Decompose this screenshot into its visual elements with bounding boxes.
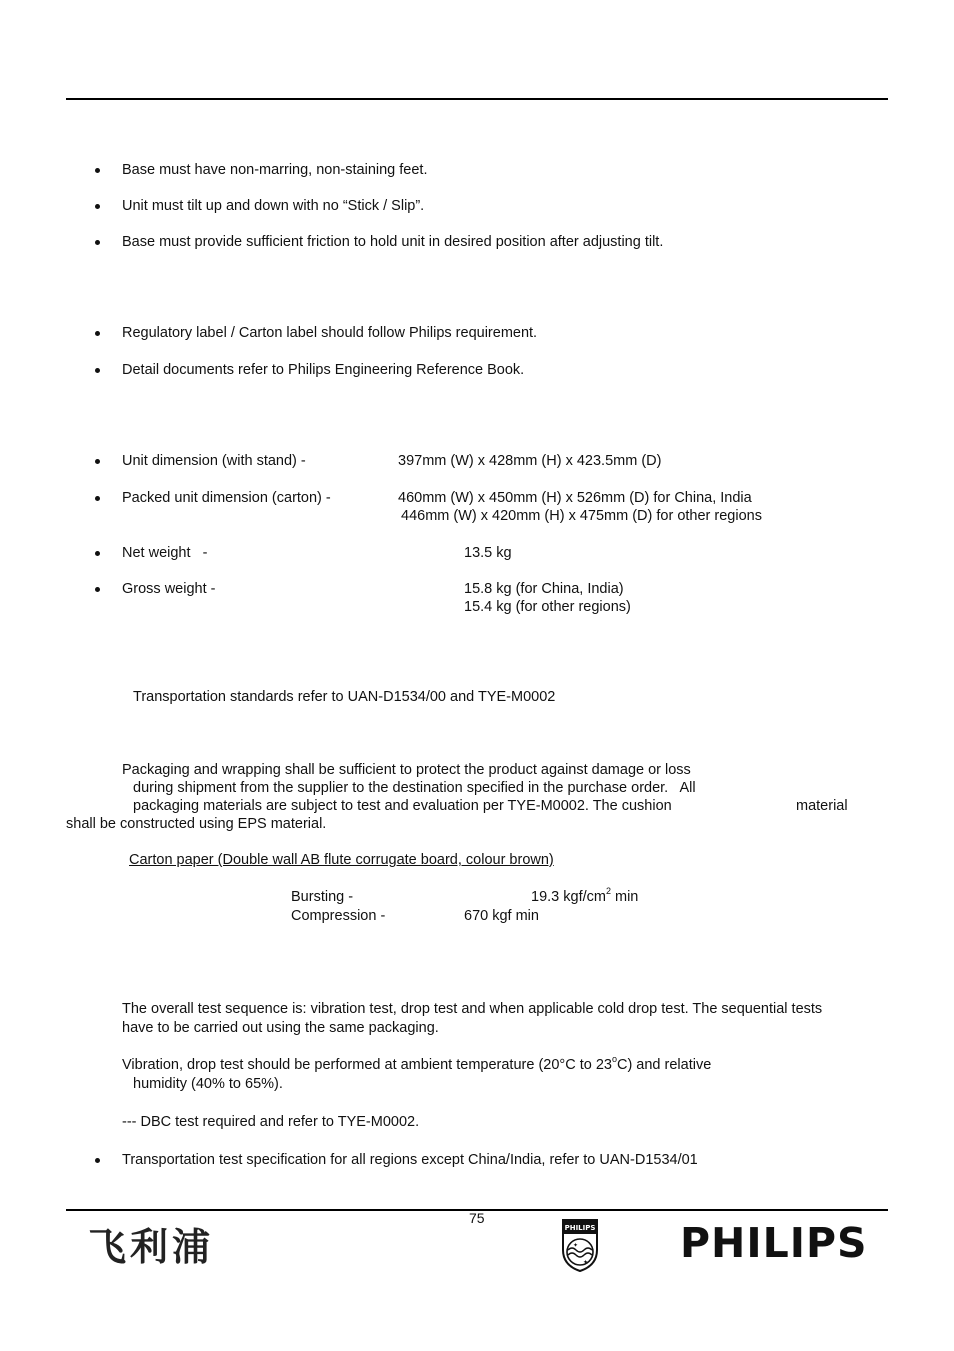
philips-wordmark: PHILIPS xyxy=(680,1219,868,1267)
vibration-line-2: humidity (40% to 65%). xyxy=(133,1076,283,1092)
test-sequence-line-2: have to be carried out using the same packaging. xyxy=(122,1020,439,1036)
bullet-marker xyxy=(95,587,100,592)
gross-weight-value-1: 15.8 kg (for China, India) xyxy=(464,581,624,597)
packaging-line-3-end: material xyxy=(796,798,848,814)
packed-dimension-value-2: 446mm (W) x 420mm (H) x 475mm (D) for other regions xyxy=(401,508,762,524)
packaging-line-3: packaging materials are subject to test and evaluation per TYE-M0002. The cushion xyxy=(133,798,672,814)
svg-text:✦: ✦ xyxy=(583,1259,589,1266)
philips-shield-icon xyxy=(561,1218,599,1272)
bursting-number: 19.3 kgf/cm xyxy=(531,889,606,905)
packaging-line-1: Packaging and wrapping shall be sufficient to protect the product against damage or loss xyxy=(122,762,691,778)
gross-weight-label: Gross weight - xyxy=(122,581,216,597)
bullet-marker xyxy=(95,368,100,373)
bursting-value xyxy=(531,888,638,906)
vibration-text-b: C) and relative xyxy=(616,1057,712,1073)
base-bullet-1: Base must have non-marring, non-staining feet. xyxy=(122,162,428,178)
net-weight-value: 13.5 kg xyxy=(464,545,512,561)
page-number: 75 xyxy=(469,1210,485,1226)
packaging-line-2: during shipment from the supplier to the destination specified in the purchase order. All xyxy=(133,780,696,796)
packed-dimension-label: Packed unit dimension (carton) - xyxy=(122,490,331,506)
dbc-note: --- DBC test required and refer to TYE-M0002. xyxy=(122,1114,420,1130)
bullet-marker xyxy=(95,459,100,464)
header-rule xyxy=(66,98,888,100)
unit-dimension-label: Unit dimension (with stand) - xyxy=(122,453,306,469)
svg-text:✦: ✦ xyxy=(573,1242,579,1249)
transport-standards: Transportation standards refer to UAN-D1534/00 and TYE-M0002 xyxy=(133,689,556,705)
degree-superscript: o xyxy=(611,1054,617,1065)
svg-text:飞利浦: 飞利浦 xyxy=(88,1226,215,1266)
bullet-marker xyxy=(95,204,100,209)
packaging-line-4: shall be constructed using EPS material. xyxy=(66,816,327,832)
test-sequence-line-1: The overall test sequence is: vibration test, drop test and when applicable cold drop test. The sequential tests xyxy=(122,1001,823,1017)
base-bullet-2: Unit must tilt up and down with no “Stick / Slip”. xyxy=(122,198,425,214)
compression-value: 670 kgf min xyxy=(464,908,539,924)
unit-dimension-value: 397mm (W) x 428mm (H) x 423.5mm (D) xyxy=(398,453,662,469)
bursting-suffix: min xyxy=(610,889,639,905)
spec-bullet: Transportation test specification for all regions except China/India, refer to UAN-D1534/01 xyxy=(122,1152,698,1168)
bullet-marker xyxy=(95,496,100,501)
carton-heading: Carton paper (Double wall AB flute corrugate board, colour brown) xyxy=(129,852,554,868)
vibration-text-a: Vibration, drop test should be performed at ambient temperature (20°C to 23 xyxy=(122,1057,612,1073)
base-bullet-3: Base must provide sufficient friction to hold unit in desired position after adjusting tilt. xyxy=(122,234,664,250)
label-bullet-1: Regulatory label / Carton label should follow Philips requirement. xyxy=(122,325,538,341)
bursting-superscript: 2 xyxy=(605,886,611,897)
vibration-line-1 xyxy=(122,1056,711,1074)
bullet-marker xyxy=(95,551,100,556)
chinese-brand-logo xyxy=(88,1226,272,1266)
bullet-marker xyxy=(95,240,100,245)
svg-text:PHILIPS: PHILIPS xyxy=(564,1224,596,1232)
packed-dimension-value-1: 460mm (W) x 450mm (H) x 526mm (D) for China, India xyxy=(398,490,752,506)
net-weight-label: Net weight - xyxy=(122,545,208,561)
compression-label: Compression - xyxy=(291,908,386,924)
bullet-marker xyxy=(95,168,100,173)
bullet-marker xyxy=(95,1158,100,1163)
bullet-marker xyxy=(95,331,100,336)
gross-weight-value-2: 15.4 kg (for other regions) xyxy=(464,599,631,615)
label-bullet-2: Detail documents refer to Philips Engineering Reference Book. xyxy=(122,362,525,378)
bursting-label: Bursting - xyxy=(291,889,354,905)
